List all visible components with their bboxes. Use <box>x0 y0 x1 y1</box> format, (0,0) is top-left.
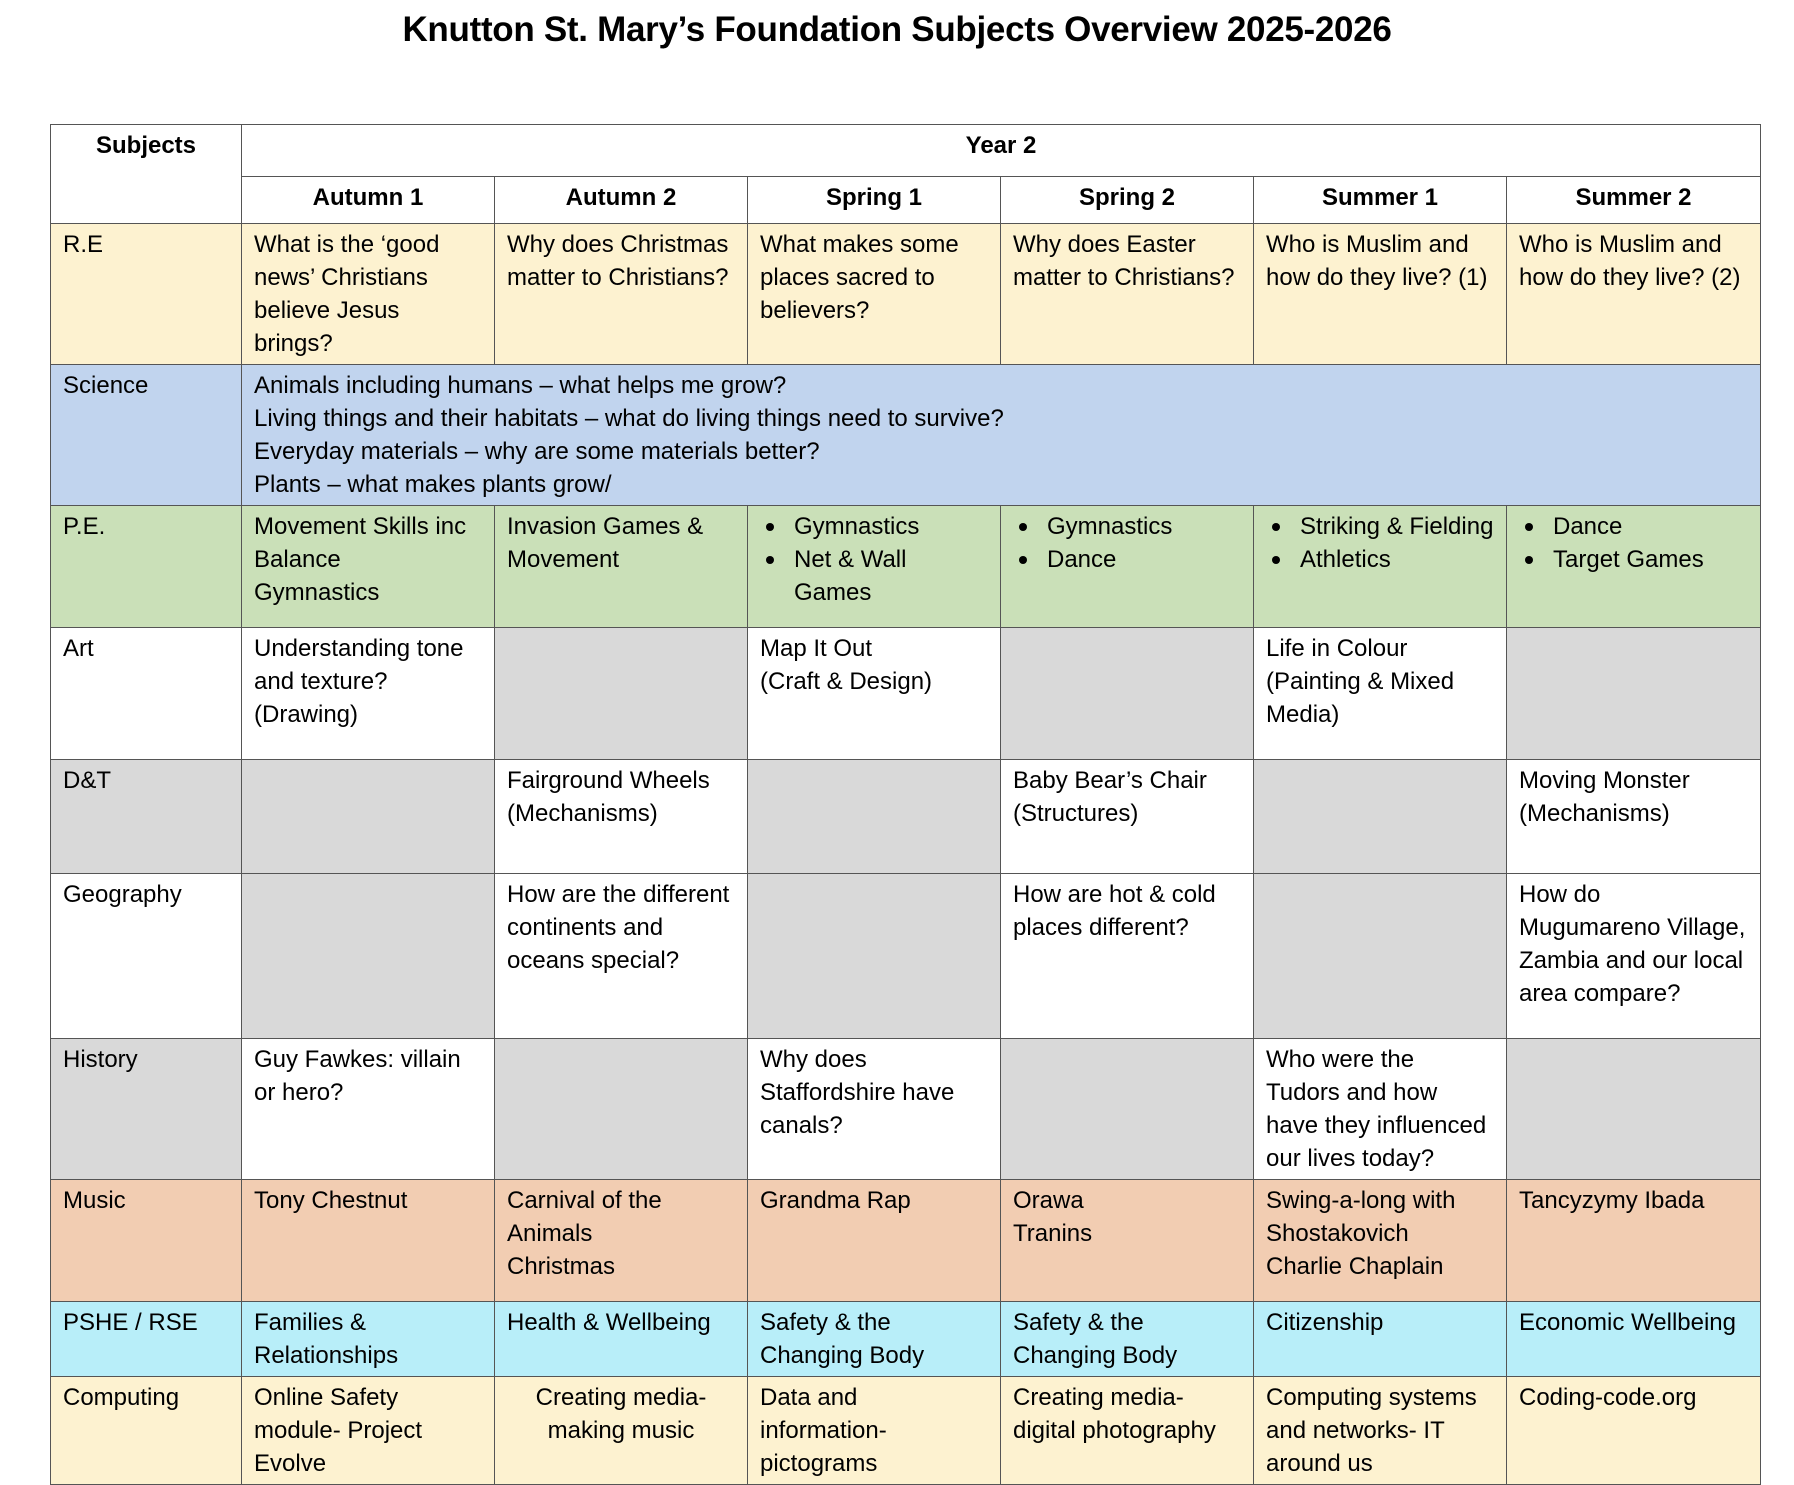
music-text-line: Charlie Chaplain <box>1266 1253 1444 1280</box>
row-re <box>51 224 1761 365</box>
cell-art-summer-1 <box>1254 628 1507 760</box>
cell-art-spring-1 <box>748 628 1001 760</box>
cell-music-autumn-2 <box>495 1180 748 1302</box>
science-topic: Everyday materials – why are some materials better? <box>254 438 820 465</box>
row-pe <box>51 506 1761 628</box>
cell-music-spring-1: Grandma Rap <box>748 1180 1001 1302</box>
cell-pshe-spring-2: Safety & the Changing Body <box>1001 1302 1254 1377</box>
dt-text-line: (Mechanisms) <box>507 800 658 827</box>
cell-pe-summer-2 <box>1507 506 1761 628</box>
cell-geography-spring-1-empty <box>748 874 1001 1039</box>
cell-pshe-summer-2: Economic Wellbeing <box>1507 1302 1761 1377</box>
cell-dt-autumn-2 <box>495 760 748 874</box>
cell-music-summer-1 <box>1254 1180 1507 1302</box>
cell-art-autumn-2-empty <box>495 628 748 760</box>
dt-text-line: Fairground Wheels <box>507 767 710 794</box>
cell-re-summer-1: Who is Muslim and how do they live? (1) <box>1254 224 1507 365</box>
term-header-autumn-1: Autumn 1 <box>242 177 495 224</box>
row-art <box>51 628 1761 760</box>
art-text-line: (Painting & Mixed Media) <box>1266 668 1455 728</box>
cell-pshe-autumn-1: Families & Relationships <box>242 1302 495 1377</box>
bullet-item: Dance <box>1013 543 1241 576</box>
cell-art-summer-2-empty <box>1507 628 1761 760</box>
cell-dt-summer-1-empty <box>1254 760 1507 874</box>
cell-history-summer-2-empty <box>1507 1039 1761 1180</box>
cell-computing-autumn-1: Online Safety module- Project Evolve <box>242 1377 495 1485</box>
pe-text-line: Gymnastics <box>254 579 380 606</box>
subject-label-pe: P.E. <box>51 506 242 628</box>
row-dt <box>51 760 1761 874</box>
art-text-line: Map It Out <box>760 635 873 662</box>
cell-re-spring-2: Why does Easter matter to Christians? <box>1001 224 1254 365</box>
subject-label-art: Art <box>51 628 242 760</box>
subject-label-re: R.E <box>51 224 242 365</box>
subjects-header: Subjects <box>51 125 242 224</box>
cell-pe-spring-2 <box>1001 506 1254 628</box>
dt-text-line: (Structures) <box>1013 800 1139 827</box>
bullet-item: Target Games <box>1519 543 1748 576</box>
cell-computing-summer-1: Computing systems and networks- IT around us <box>1254 1377 1507 1485</box>
cell-pe-autumn-2: Invasion Games & Movement <box>495 506 748 628</box>
cell-science-all-year <box>242 365 1761 506</box>
subject-label-music: Music <box>51 1180 242 1302</box>
bullet-item: Athletics <box>1266 543 1494 576</box>
cell-dt-spring-2 <box>1001 760 1254 874</box>
cell-history-spring-1: Why does Staffordshire have canals? <box>748 1039 1001 1180</box>
cell-re-autumn-1: What is the ‘good news’ Christians believe Jesus brings? <box>242 224 495 365</box>
cell-geography-summer-2: How do Mugumareno Village, Zambia and our local area compare? <box>1507 874 1761 1039</box>
term-header-autumn-2: Autumn 2 <box>495 177 748 224</box>
bullet-item: Net & Wall Games <box>760 543 988 609</box>
dt-text-line: Baby Bear’s Chair <box>1013 767 1207 794</box>
row-science <box>51 365 1761 506</box>
bullet-item: Dance <box>1519 510 1748 543</box>
cell-dt-autumn-1-empty <box>242 760 495 874</box>
cell-pshe-summer-1: Citizenship <box>1254 1302 1507 1377</box>
dt-text-line: Moving Monster <box>1519 767 1690 794</box>
cell-geography-autumn-1-empty <box>242 874 495 1039</box>
term-header-summer-2: Summer 2 <box>1507 177 1761 224</box>
page-title: Knutton St. Mary’s Foundation Subjects Overview 2025-2026 <box>402 10 1392 49</box>
row-music <box>51 1180 1761 1302</box>
science-topic: Living things and their habitats – what do living things need to survive? <box>254 405 1004 432</box>
cell-geography-spring-2: How are hot & cold places different? <box>1001 874 1254 1039</box>
bullet-item: Gymnastics <box>760 510 988 543</box>
cell-computing-spring-2: Creating media- digital photography <box>1001 1377 1254 1485</box>
cell-music-summer-2: Tancyzymy Ibada <box>1507 1180 1761 1302</box>
cell-dt-summer-2 <box>1507 760 1761 874</box>
music-text-line: Swing-a-long with Shostakovich <box>1266 1187 1456 1247</box>
cell-art-autumn-1: Understanding tone and texture? (Drawing) <box>242 628 495 760</box>
cell-re-summer-2: Who is Muslim and how do they live? (2) <box>1507 224 1761 365</box>
cell-pe-summer-1 <box>1254 506 1507 628</box>
subject-label-dt: D&T <box>51 760 242 874</box>
cell-pshe-autumn-2: Health & Wellbeing <box>495 1302 748 1377</box>
dt-text-line: (Mechanisms) <box>1519 800 1670 827</box>
cell-computing-summer-2: Coding-code.org <box>1507 1377 1761 1485</box>
row-history <box>51 1039 1761 1180</box>
cell-computing-autumn-2: Creating media- making music <box>495 1377 748 1485</box>
cell-re-spring-1: What makes some places sacred to believers? <box>748 224 1001 365</box>
bullet-item: Gymnastics <box>1013 510 1241 543</box>
subject-label-science: Science <box>51 365 242 506</box>
cell-computing-spring-1: Data and information- pictograms <box>748 1377 1001 1485</box>
bullet-item: Striking & Fielding <box>1266 510 1494 543</box>
cell-pe-autumn-1 <box>242 506 495 628</box>
cell-geography-summer-1-empty <box>1254 874 1507 1039</box>
cell-music-autumn-1: Tony Chestnut <box>242 1180 495 1302</box>
pe-text-line: Balance <box>254 546 341 573</box>
pe-text-line: Movement Skills inc <box>254 513 467 540</box>
cell-re-autumn-2: Why does Christmas matter to Christians? <box>495 224 748 365</box>
music-text-line: Tranins <box>1013 1220 1093 1247</box>
art-text-line: (Craft & Design) <box>760 668 933 695</box>
cell-history-autumn-2-empty <box>495 1039 748 1180</box>
subject-label-pshe: PSHE / RSE <box>51 1302 242 1377</box>
cell-music-spring-2 <box>1001 1180 1254 1302</box>
science-topic: Animals including humans – what helps me grow? <box>254 372 787 399</box>
cell-history-autumn-1: Guy Fawkes: villain or hero? <box>242 1039 495 1180</box>
subjects-overview-table <box>50 124 1761 1485</box>
art-text-line: Life in Colour <box>1266 635 1408 662</box>
term-header-summer-1: Summer 1 <box>1254 177 1507 224</box>
term-header-spring-1: Spring 1 <box>748 177 1001 224</box>
cell-dt-spring-1-empty <box>748 760 1001 874</box>
row-computing <box>51 1377 1761 1485</box>
music-text-line: Christmas <box>507 1253 616 1280</box>
cell-history-spring-2-empty <box>1001 1039 1254 1180</box>
cell-geography-autumn-2: How are the different continents and oceans special? <box>495 874 748 1039</box>
cell-art-spring-2-empty <box>1001 628 1254 760</box>
row-pshe <box>51 1302 1761 1377</box>
cell-pshe-spring-1: Safety & the Changing Body <box>748 1302 1001 1377</box>
music-text-line: Carnival of the Animals <box>507 1187 662 1247</box>
subject-label-geography: Geography <box>51 874 242 1039</box>
year-header: Year 2 <box>242 125 1761 177</box>
music-text-line: Orawa <box>1013 1187 1084 1214</box>
cell-history-summer-1: Who were the Tudors and how have they influenced our lives today? <box>1254 1039 1507 1180</box>
cell-pe-spring-1 <box>748 506 1001 628</box>
subject-label-history: History <box>51 1039 242 1180</box>
science-topic: Plants – what makes plants grow/ <box>254 471 612 498</box>
row-geography <box>51 874 1761 1039</box>
subject-label-computing: Computing <box>51 1377 242 1485</box>
term-header-spring-2: Spring 2 <box>1001 177 1254 224</box>
